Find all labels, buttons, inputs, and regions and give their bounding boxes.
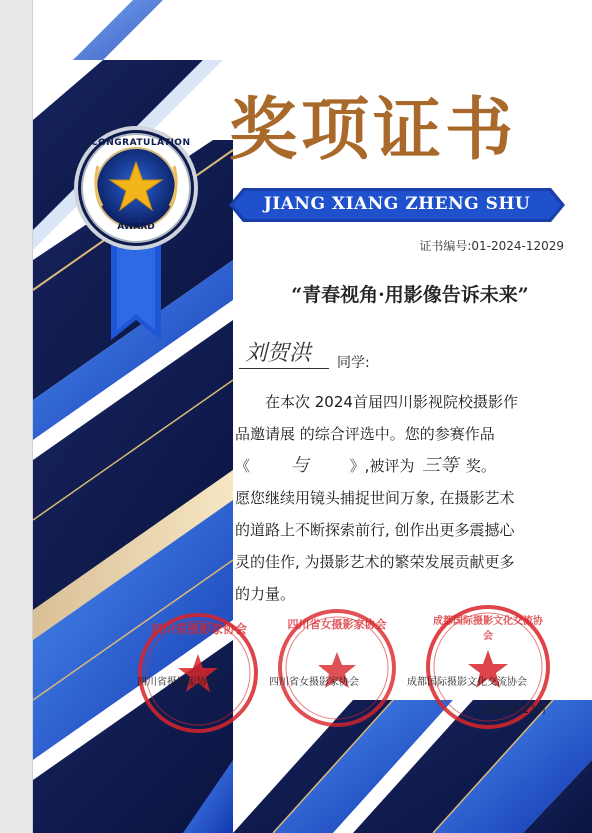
seal-ring-text-1: 四川省摄影家协会 (151, 622, 248, 636)
organizer-label-2: 四川省女摄影家协会 (269, 677, 359, 688)
work-title-open: 《 (235, 457, 251, 475)
body-line: 的力量。 (235, 585, 296, 603)
seal-ring-text-3: 成都国际摄影文化交流协会 (433, 616, 543, 642)
seal-ring-text-2: 四川省女摄影家协会 (287, 618, 387, 631)
award-level: 三等 (422, 455, 459, 476)
work-title: 与 (290, 455, 309, 476)
body-line: 愿您继续用镜头捕捉世间万象, 在摄影艺术 (235, 489, 515, 507)
work-title-close: 》,被评为 (349, 457, 415, 475)
body-line-award (235, 450, 545, 482)
body-line: 灵的佳作, 为摄影艺术的繁荣发展贡献更多 (235, 553, 515, 571)
organizer-label-3: 成都国际摄影文化交流协会 (407, 677, 527, 688)
certificate-title: 奖项证书 (229, 90, 518, 170)
badge-top-text: CONGRATULATION (91, 138, 191, 148)
event-theme: “青春视角·用影像告诉未来” (291, 284, 529, 306)
certificate-number: 证书编号:01-2024-12029 (419, 239, 564, 253)
certificate-subtitle: JIANG XIANG ZHENG SHU (263, 194, 531, 214)
classmate-label: 同学: (337, 355, 370, 371)
certificate-page (33, 0, 592, 833)
recipient-name: 刘贺洪 (245, 341, 312, 366)
body-line: 品邀请展 的综合评选中。您的参赛作品 (235, 425, 495, 443)
organizer-label-1: 四川省摄影家协会 (137, 677, 217, 688)
certificate-body (235, 386, 545, 610)
body-line: 在本次 2024首届四川影视院校摄影作 (265, 393, 518, 411)
body-line: 的道路上不断探索前行, 创作出更多震撼心 (235, 521, 515, 539)
issue-date: 2024年12月 (483, 703, 547, 716)
award-suffix: 奖。 (465, 457, 496, 475)
badge-bottom-text: AWARD (117, 222, 155, 232)
